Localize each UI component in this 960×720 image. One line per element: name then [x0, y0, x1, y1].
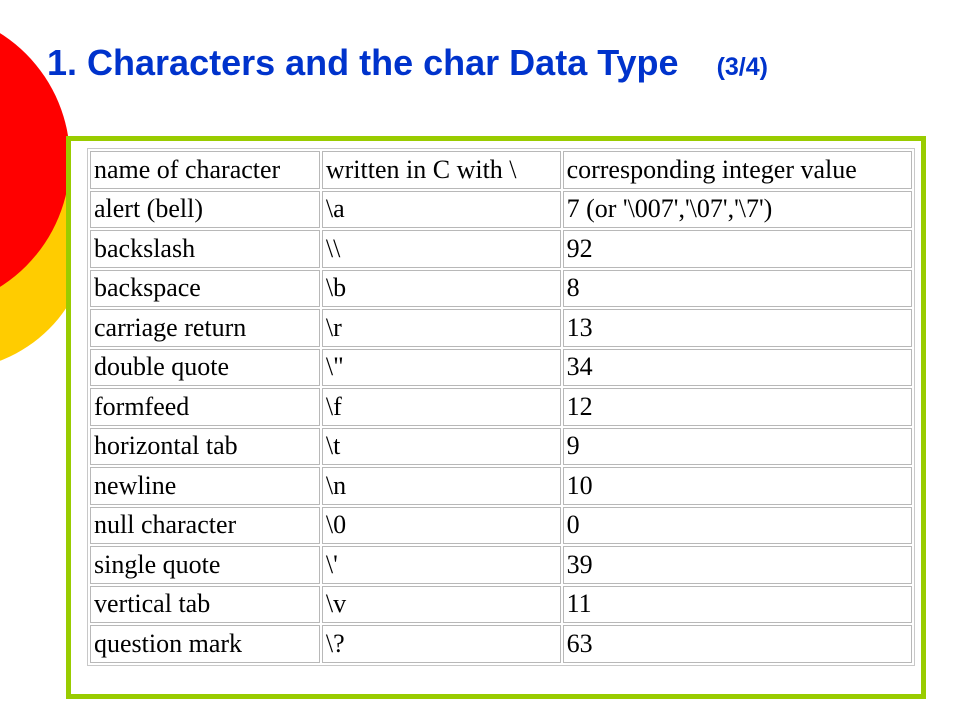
cell-value: 92: [563, 230, 912, 268]
table-row: [90, 467, 912, 505]
cell-escape: \?: [322, 625, 561, 663]
slide-title-page-indicator: (3/4): [716, 53, 768, 81]
cell-name: alert (bell): [90, 191, 320, 229]
table-frame: [66, 136, 926, 699]
cell-name: vertical tab: [90, 586, 320, 624]
cell-value: 10: [563, 467, 912, 505]
cell-name: single quote: [90, 546, 320, 584]
table-row: [90, 546, 912, 584]
cell-value: 34: [563, 349, 912, 387]
header-cell-name: name of character: [90, 151, 320, 189]
cell-value: 8: [563, 270, 912, 308]
cell-name: carriage return: [90, 309, 320, 347]
table-row: [90, 428, 912, 466]
cell-name: newline: [90, 467, 320, 505]
table-row: [90, 507, 912, 545]
cell-name: backslash: [90, 230, 320, 268]
table-row: [90, 230, 912, 268]
cell-escape: \': [322, 546, 561, 584]
cell-escape: \f: [322, 388, 561, 426]
table-row: [90, 349, 912, 387]
cell-escape: \a: [322, 191, 561, 229]
cell-escape: \v: [322, 586, 561, 624]
cell-escape: \n: [322, 467, 561, 505]
cell-value: 39: [563, 546, 912, 584]
header-cell-value: corresponding integer value: [563, 151, 912, 189]
table-row: [90, 586, 912, 624]
slide-title: [47, 42, 768, 84]
table-row: [90, 309, 912, 347]
table-row: [90, 625, 912, 663]
cell-value: 7 (or '\007','\07','\7'): [563, 191, 912, 229]
table-header-row: [90, 151, 912, 189]
cell-name: double quote: [90, 349, 320, 387]
cell-escape: \0: [322, 507, 561, 545]
cell-name: horizontal tab: [90, 428, 320, 466]
cell-value: 9: [563, 428, 912, 466]
cell-name: question mark: [90, 625, 320, 663]
cell-name: null character: [90, 507, 320, 545]
cell-escape: \\: [322, 230, 561, 268]
cell-value: 11: [563, 586, 912, 624]
cell-escape: \t: [322, 428, 561, 466]
table-row: [90, 191, 912, 229]
cell-escape: \": [322, 349, 561, 387]
slide-title-main: 1. Characters and the char Data Type: [47, 42, 679, 83]
cell-value: 0: [563, 507, 912, 545]
cell-name: backspace: [90, 270, 320, 308]
cell-value: 63: [563, 625, 912, 663]
table-row: [90, 270, 912, 308]
header-cell-written: written in C with \: [322, 151, 561, 189]
cell-escape: \b: [322, 270, 561, 308]
cell-name: formfeed: [90, 388, 320, 426]
escape-sequence-table: [87, 148, 915, 666]
table-row: [90, 388, 912, 426]
cell-escape: \r: [322, 309, 561, 347]
cell-value: 12: [563, 388, 912, 426]
cell-value: 13: [563, 309, 912, 347]
